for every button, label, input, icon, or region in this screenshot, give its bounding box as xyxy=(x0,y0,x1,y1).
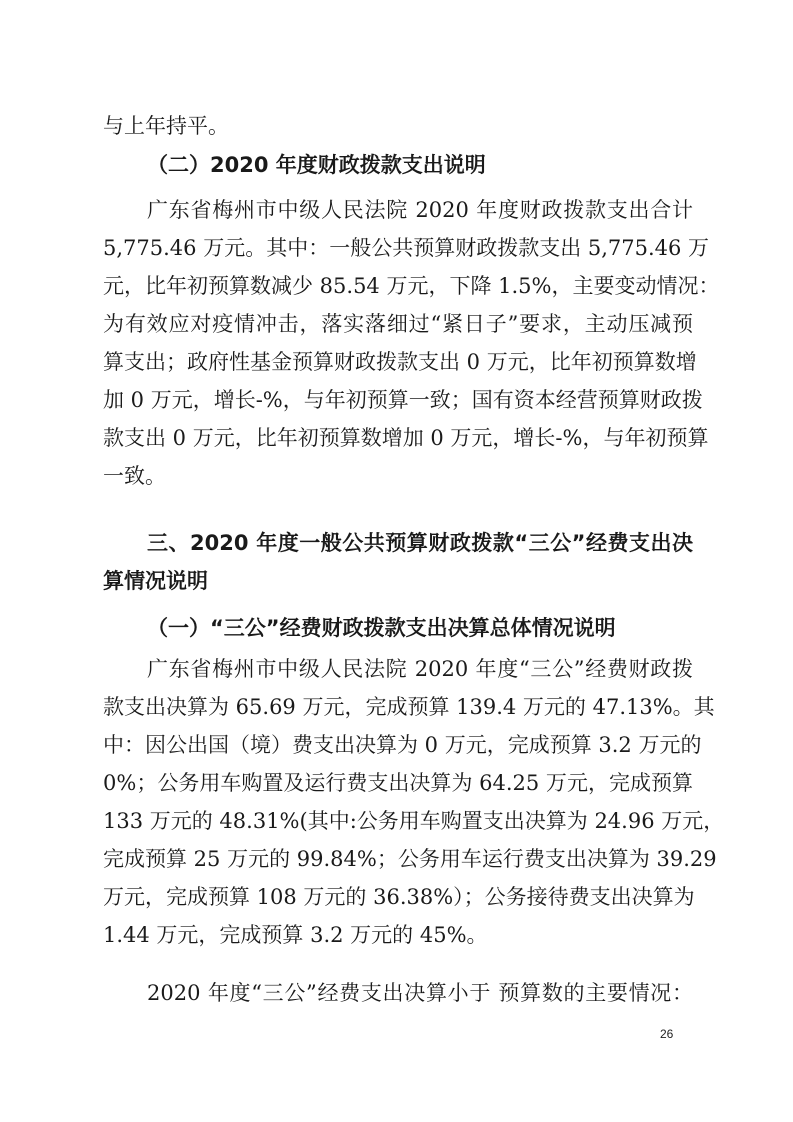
section-heading: （二）2020 年度财政拨款支出说明 xyxy=(147,153,486,177)
paragraph-line: 2020 年度“三公”经费支出决算小于 预算数的主要情况： xyxy=(147,981,693,1005)
part-heading: 三、2020 年度一般公共预算财政拨款“三公”经费支出决 xyxy=(147,531,693,555)
paragraph-line: 133 万元的 48.31%(其中:公务用车购置支出决算为 24.96 万元， xyxy=(103,809,725,833)
paragraph-line: 广东省梅州市中级人民法院 2020 年度“三公”经费财政拨 xyxy=(147,657,693,681)
section-heading: （一）“三公”经费财政拨款支出决算总体情况说明 xyxy=(147,616,616,640)
paragraph-line: 中：因公出国（境）费支出决算为 0 万元，完成预算 3.2 万元的 xyxy=(103,733,702,757)
paragraph-line: 完成预算 25 万元的 99.84%；公务用车运行费支出决算为 39.29 xyxy=(103,847,717,871)
paragraph-line: 为有效应对疫情冲击，落实落细过“紧日子”要求，主动压减预 xyxy=(103,312,693,336)
paragraph-line: 万元，完成预算 108 万元的 36.38%）；公务接待费支出决算为 xyxy=(103,885,695,909)
page-number: 26 xyxy=(660,1027,674,1041)
paragraph-line: 算支出；政府性基金预算财政拨款支出 0 万元，比年初预算数增 xyxy=(103,350,697,374)
part-heading-continued: 算情况说明 xyxy=(103,569,208,593)
paragraph-line: 加 0 万元，增长-%，与年初预算一致；国有资本经营预算财政拨 xyxy=(103,388,703,412)
paragraph-line: 款支出决算为 65.69 万元，完成预算 139.4 万元的 47.13%。其 xyxy=(103,695,715,719)
paragraph-line: 0%；公务用车购置及运行费支出决算为 64.25 万元，完成预算 xyxy=(103,771,693,795)
paragraph-line: 5,775.46 万元。其中：一般公共预算财政拨款支出 5,775.46 万 xyxy=(103,236,710,260)
paragraph-line: 款支出 0 万元，比年初预算数增加 0 万元，增长-%，与年初预算 xyxy=(103,426,709,450)
paragraph-line: 1.44 万元，完成预算 3.2 万元的 45%。 xyxy=(103,923,488,947)
paragraph-line: 与上年持平。 xyxy=(103,114,229,138)
paragraph-line: 一致。 xyxy=(103,464,166,488)
paragraph-line: 广东省梅州市中级人民法院 2020 年度财政拨款支出合计 xyxy=(147,198,693,222)
paragraph-line: 元，比年初预算数减少 85.54 万元，下降 1.5%，主要变动情况： xyxy=(103,274,720,298)
